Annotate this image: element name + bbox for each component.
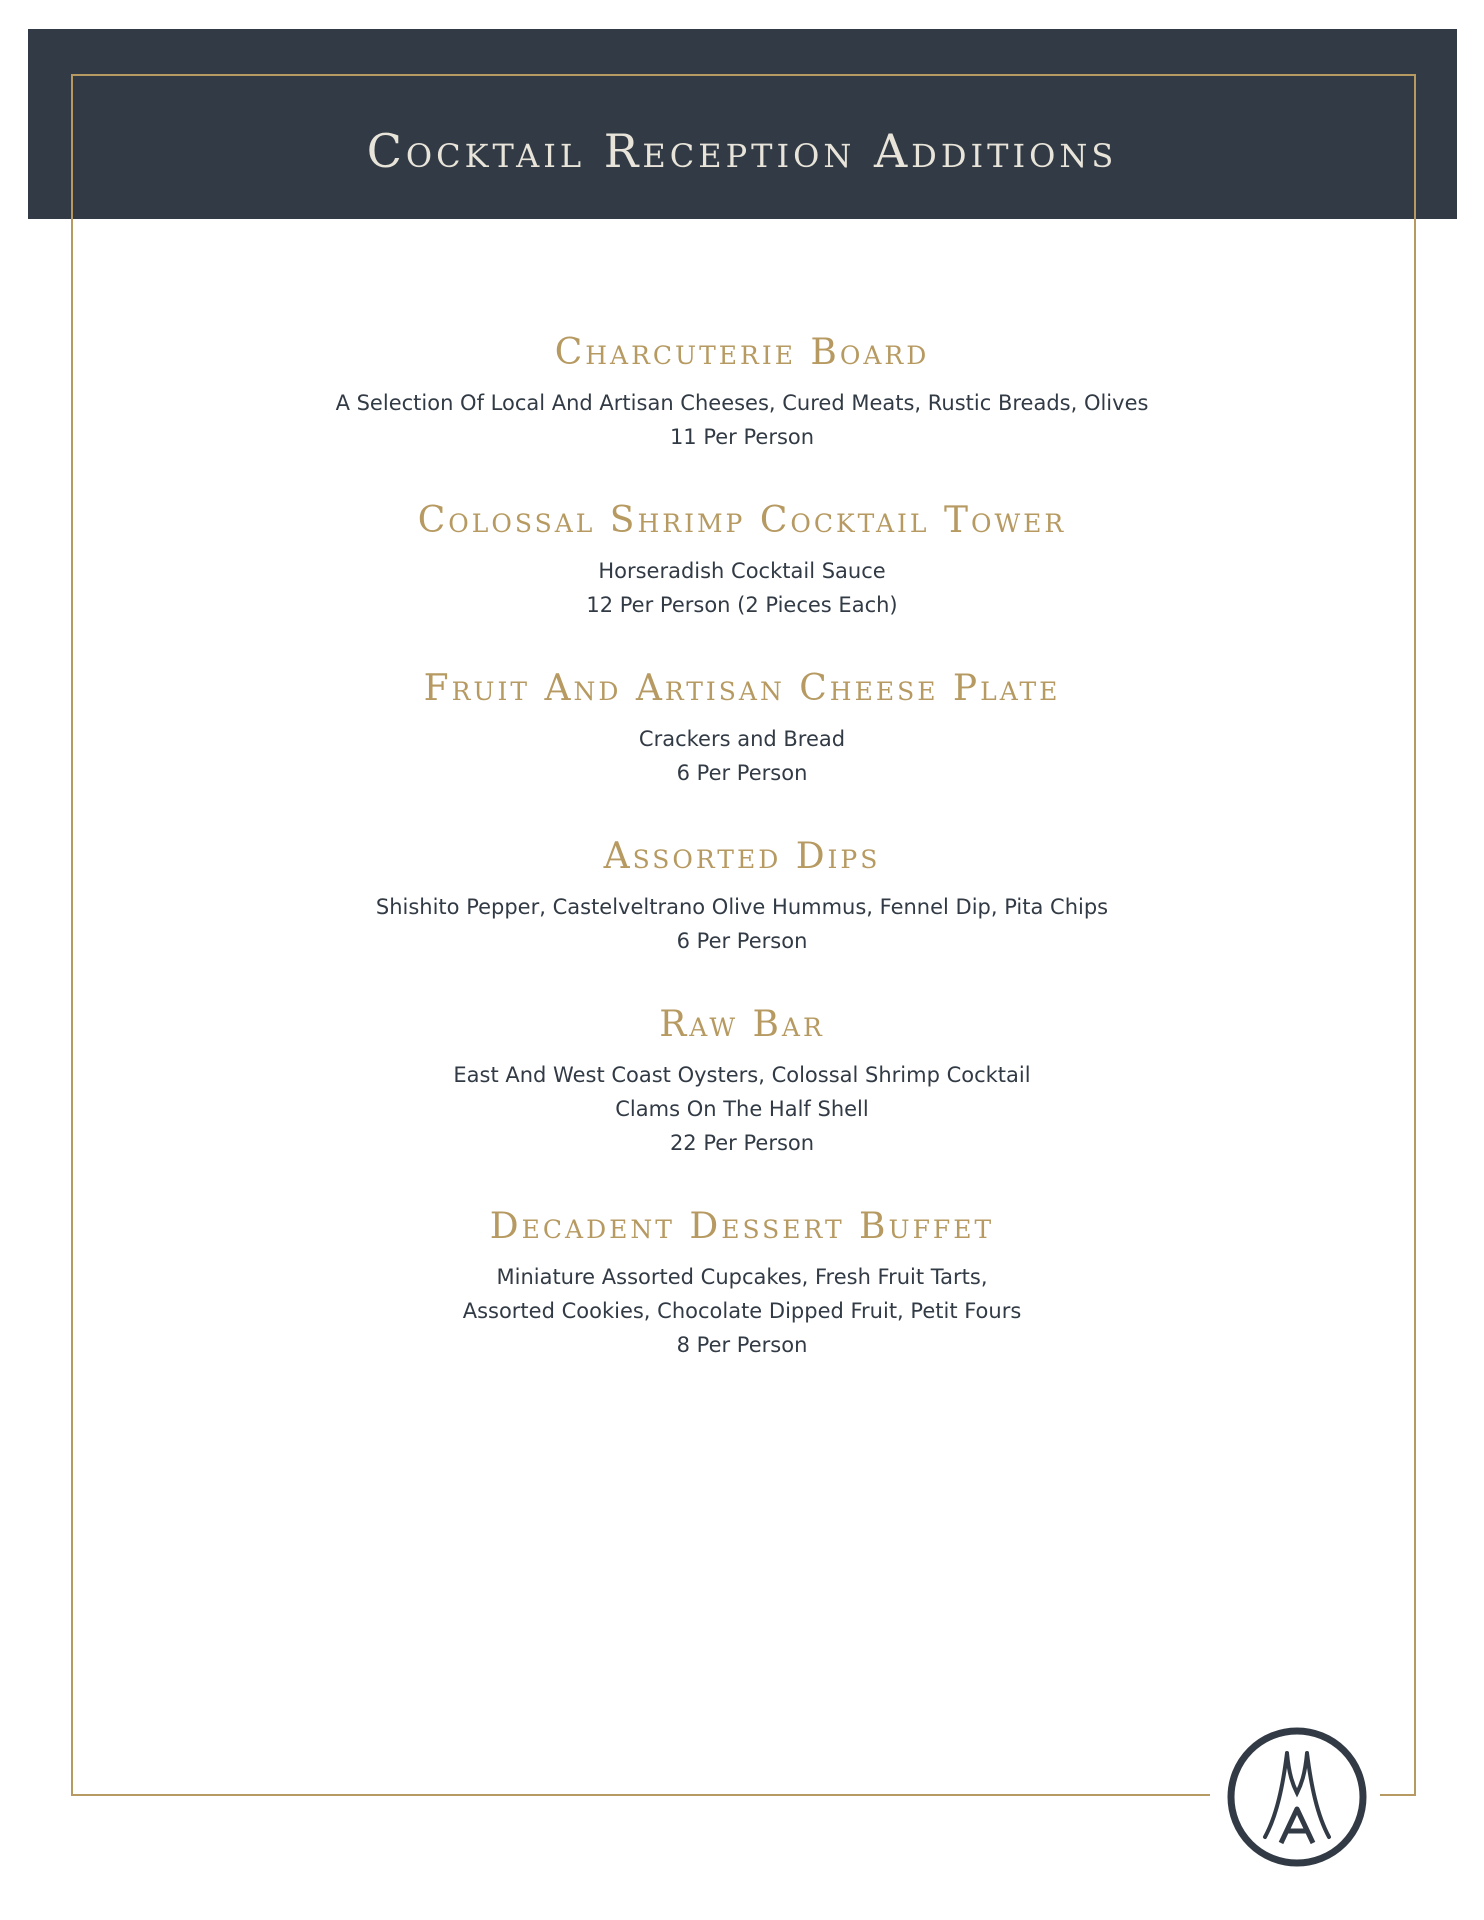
menu-section [0, 1002, 1484, 1160]
item-price: 6 Per Person [676, 761, 808, 785]
menu-content [0, 330, 1484, 1406]
item-description: East And West Coast Oysters, Colossal Shrimp Cocktail [453, 1063, 1031, 1087]
item-price: 22 Per Person [669, 1131, 815, 1155]
menu-section [0, 834, 1484, 958]
item-description: Shishito Pepper, Castelveltrano Olive Hummus, Fennel Dip, Pita Chips [375, 895, 1109, 919]
item-price: 6 Per Person [676, 929, 808, 953]
section-title: Colossal Shrimp Cocktail Tower [417, 500, 1067, 541]
item-description: Miniature Assorted Cupcakes, Fresh Fruit Tarts, [496, 1265, 988, 1289]
item-description: Horseradish Cocktail Sauce [598, 559, 886, 583]
item-price: 12 Per Person (2 Pieces Each) [586, 593, 898, 617]
menu-section [0, 1204, 1484, 1362]
item-description: Assorted Cookies, Chocolate Dipped Fruit, Petit Fours [462, 1299, 1022, 1323]
menu-section [0, 666, 1484, 790]
menu-section [0, 330, 1484, 454]
item-description: Crackers and Bread [638, 727, 846, 751]
item-price: 8 Per Person [676, 1333, 808, 1357]
section-title: Decadent Dessert Buffet [489, 1206, 995, 1247]
section-title: Assorted Dips [603, 836, 881, 877]
item-description: Clams On The Half Shell [615, 1097, 869, 1121]
page-title: Cocktail Reception Additions [366, 124, 1118, 178]
menu-section [0, 498, 1484, 622]
section-title: Raw Bar [659, 1004, 825, 1045]
section-title: Fruit And Artisan Cheese Plate [423, 668, 1061, 709]
section-title: Charcuterie Board [554, 332, 930, 373]
item-description: A Selection Of Local And Artisan Cheeses, Cured Meats, Rustic Breads, Olives [335, 391, 1149, 415]
monogram-logo-icon [1225, 1725, 1369, 1869]
item-price: 11 Per Person [669, 425, 815, 449]
